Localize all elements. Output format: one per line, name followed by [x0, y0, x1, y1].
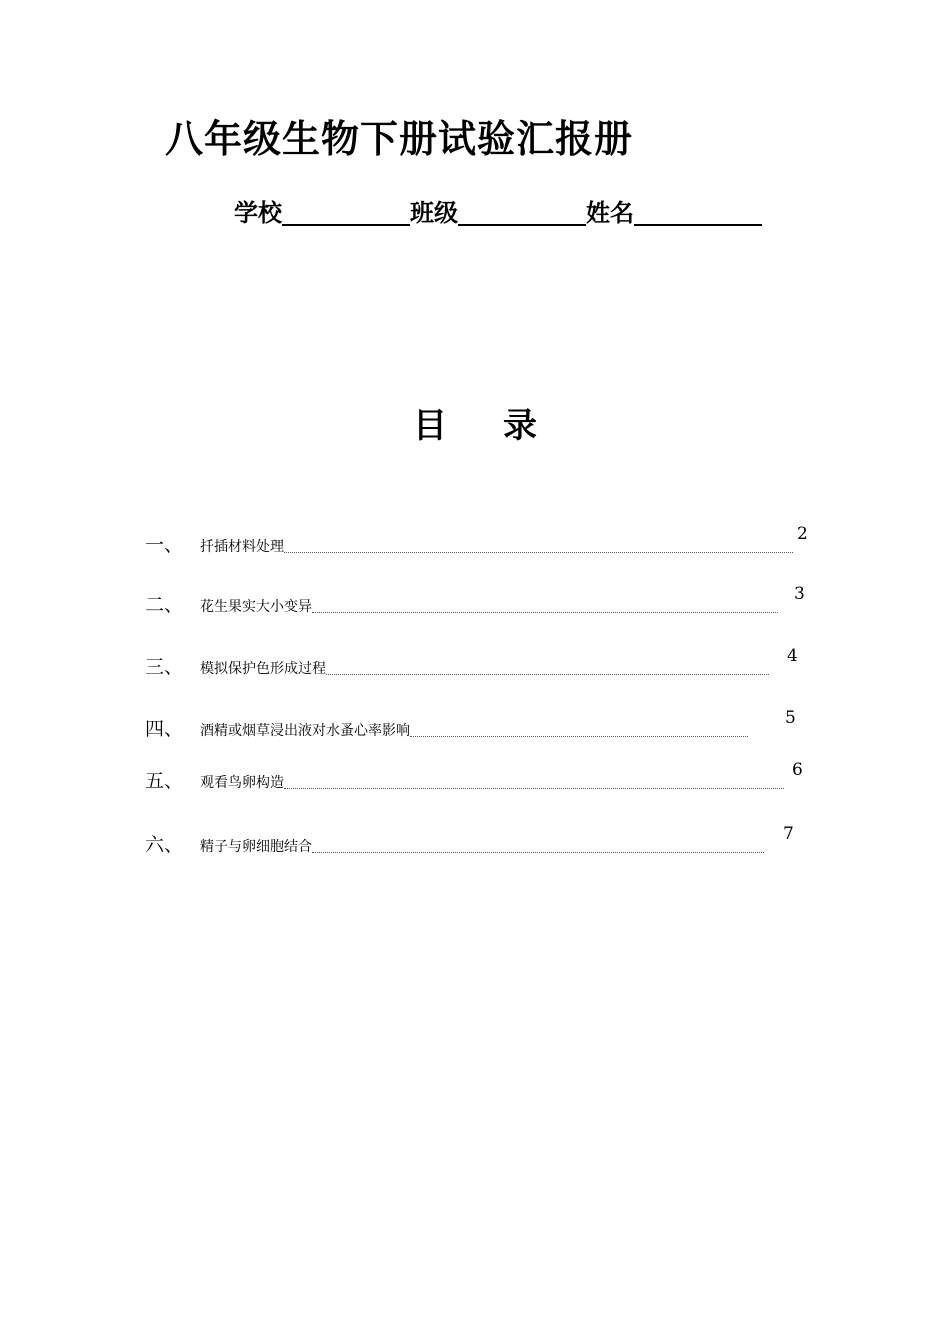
toc-item-number: 五、 — [145, 770, 184, 792]
toc-item-page: 3 — [794, 584, 805, 604]
toc-item-title: 扦插材料处理 — [200, 539, 284, 555]
toc-dot-leader — [284, 776, 784, 789]
toc-item-page: 4 — [787, 646, 798, 666]
toc-item-entry — [200, 538, 793, 556]
toc-item-page: 2 — [797, 524, 808, 544]
toc-item-number: 三、 — [145, 656, 184, 678]
toc-item-number: 二、 — [145, 594, 184, 616]
toc-dot-leader — [326, 662, 769, 675]
toc-item-entry — [200, 722, 748, 740]
toc-item-title: 花生果实大小变异 — [200, 599, 312, 615]
toc-dot-leader — [312, 600, 778, 613]
toc-item-title: 酒精或烟草浸出液对水蚤心率影响 — [200, 723, 410, 739]
toc-item — [0, 584, 950, 630]
toc-item-entry — [200, 774, 784, 792]
toc-item-title: 模拟保护色形成过程 — [200, 661, 326, 677]
toc-item — [0, 646, 950, 692]
toc-item-page: 6 — [792, 760, 803, 780]
toc-item — [0, 708, 950, 754]
toc-item-page: 7 — [783, 824, 794, 844]
toc-item-number: 六、 — [145, 834, 184, 856]
toc-dot-leader — [410, 724, 748, 737]
toc-item-number: 四、 — [145, 718, 184, 740]
toc-item — [0, 824, 950, 870]
toc-item-title: 观看鸟卵构造 — [200, 775, 284, 791]
toc-item — [0, 524, 950, 570]
toc-item-entry — [200, 598, 778, 616]
class-label: 班级 — [410, 199, 458, 227]
toc-item-number: 一、 — [145, 534, 184, 556]
toc-dot-leader — [284, 540, 793, 553]
toc-heading-char-2: 录 — [503, 406, 537, 446]
school-label: 学校 — [234, 199, 282, 227]
document-title: 八年级生物下册试验汇报册 — [165, 117, 634, 161]
name-label: 姓名 — [586, 199, 634, 227]
toc-item-page: 5 — [785, 708, 796, 728]
toc-dot-leader — [312, 840, 764, 853]
toc-item-title: 精子与卵细胞结合 — [200, 839, 312, 855]
toc-item-entry — [200, 838, 764, 856]
toc-item-entry — [200, 660, 769, 678]
toc-heading-char-1: 目 — [413, 406, 447, 446]
toc-item — [0, 760, 950, 806]
